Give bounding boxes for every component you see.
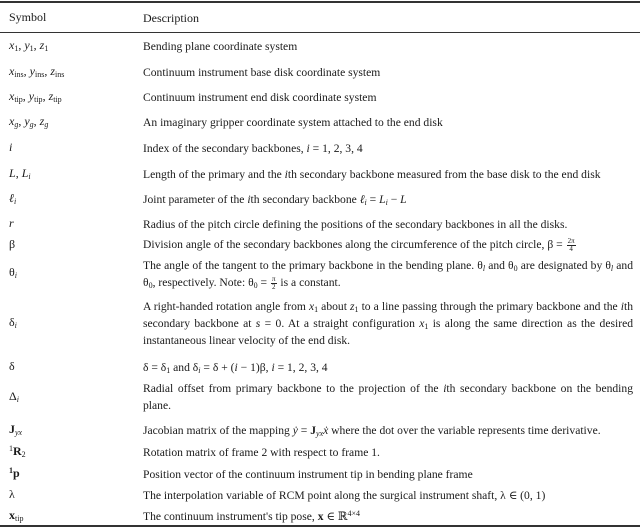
symbol-cell: $^1R_2$: [9, 444, 26, 459]
description-cell: The continuum instrument's tip pose, x ∈ ℝ$^{4\times 4}$: [143, 509, 361, 523]
description-cell: Continuum instrument end disk coordinate system: [143, 91, 377, 104]
symbol-cell: $^1$p: [9, 466, 20, 480]
description-cell: Continuum instrument base disk coordinate system: [143, 66, 381, 79]
bottom-rule: [0, 525, 640, 527]
header-description: Description: [143, 11, 199, 25]
symbol-cell: $J_{yx}$: [9, 422, 23, 437]
header-symbol: Symbol: [9, 10, 47, 24]
symbol-cell: $x_{ins}$, $y_{ins}$, $z_{ins}$: [9, 64, 65, 79]
symbol-cell: δ: [9, 359, 15, 373]
description-cell: Joint parameter of the ith secondary backbone ℓ$_i$ = $L_i - L$: [143, 193, 407, 207]
description-cell: Radial offset from primary backbone to the projection of the ith secondary backbone on the bending plane.: [143, 382, 633, 412]
description-cell: Radius of the pitch circle defining the positions of the secondary backbones in all the disks.: [143, 218, 568, 231]
symbol-cell: $\Delta_i$: [9, 389, 19, 404]
description-cell: Jacobian matrix of the mapping ẏ = $J_{yx}ẋ$ where the dot over the variable represents time derivative.: [143, 424, 601, 438]
symbol-cell: ℓ$_i$: [9, 191, 17, 206]
symbol-cell: $x_{tip}$, $y_{tip}$, $z_{tip}$: [9, 89, 62, 104]
description-cell: The angle of the tangent to the primary backbone in the bending plane. $\theta_l$ and $\theta_0$ are designated by $\theta_l$ and $\theta_0$, respectively. Note: $\theta_0$ = $\frac{\pi}{2}$ is a constant.: [143, 259, 634, 291]
symbol-cell: $\delta_i$: [9, 315, 17, 330]
symbol-cell: r: [9, 216, 14, 230]
description-cell: A right-handed rotation angle from $x_1$ about $z_1$ to a line passing through the primary backbone and the ith secondary backbone at s = 0. At a straight configuration $x_1$ is along the same direction as the desired instantaneous linear velocity of the end disk.: [143, 300, 634, 347]
symbol-cell: $x_{tip}$: [9, 508, 24, 523]
description-cell: Rotation matrix of frame 2 with respect to frame 1.: [143, 446, 380, 459]
symbol-cell: λ: [9, 487, 15, 501]
symbol-cell: $x_g$, $y_g$, $z_g$: [9, 114, 49, 129]
top-rule: [0, 1, 640, 3]
description-cell: Index of the secondary backbones, i = 1, 2, 3, 4: [143, 142, 363, 155]
description-cell: Bending plane coordinate system: [143, 40, 298, 53]
description-cell: An imaginary gripper coordinate system attached to the end disk: [143, 116, 443, 129]
description-cell: Length of the primary and the ith secondary backbone measured from the base disk to the end disk: [143, 168, 601, 181]
description-cell: Division angle of the secondary backbones along the circumference of the pitch circle, β = $\frac{2\pi}{4}$: [143, 236, 575, 253]
description-cell: $\delta = \delta_1$ and $\delta_i = \delta + (i - 1)\beta$, i = 1, 2, 3, 4: [143, 361, 328, 375]
description-cell: Position vector of the continuum instrument tip in bending plane frame: [143, 468, 473, 481]
symbol-cell: $x_1$, $y_1$, $z_1$: [9, 38, 49, 53]
symbol-cell: $\theta_i$: [9, 265, 17, 280]
symbol-cell: β: [9, 237, 16, 251]
symbol-cell: L, $L_i$: [9, 166, 31, 181]
header-rule: [0, 32, 640, 33]
description-cell: The interpolation variable of RCM point along the surgical instrument shaft, λ ∈ (0, 1): [143, 489, 546, 502]
symbol-cell: i: [9, 140, 13, 154]
